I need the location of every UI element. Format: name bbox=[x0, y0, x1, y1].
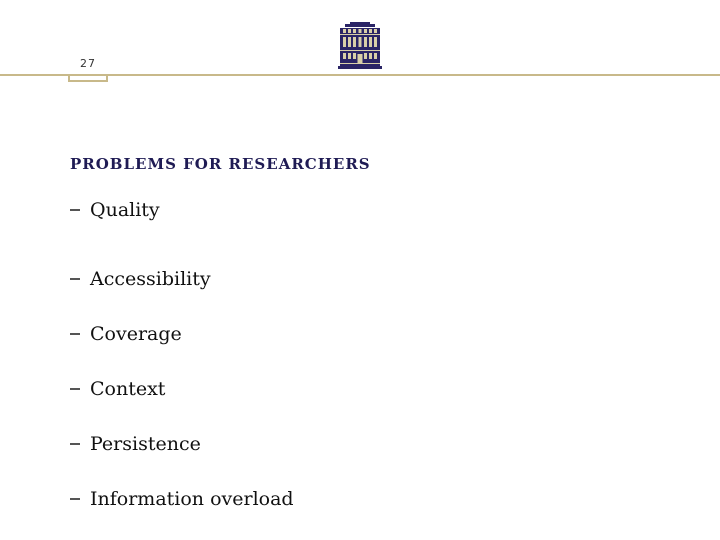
page-number: 27 bbox=[80, 57, 96, 70]
bullet-list bbox=[70, 196, 294, 526]
dash-bullet-icon bbox=[70, 498, 80, 500]
page-number-tab bbox=[68, 74, 108, 82]
dash-bullet-icon bbox=[70, 443, 80, 445]
building-logo-icon bbox=[336, 22, 384, 70]
slide-title: PROBLEMS FOR RESEARCHERS bbox=[70, 155, 371, 173]
list-item bbox=[70, 361, 294, 416]
list-item bbox=[70, 416, 294, 471]
bullet-text: Persistence bbox=[90, 432, 201, 455]
list-item bbox=[70, 196, 294, 223]
bullet-text: Accessibility bbox=[90, 267, 211, 290]
dash-bullet-icon bbox=[70, 209, 80, 211]
bullet-text: Information overload bbox=[90, 487, 294, 510]
bullet-text: Quality bbox=[90, 198, 160, 221]
list-item bbox=[70, 306, 294, 361]
bullet-text: Coverage bbox=[90, 322, 182, 345]
list-item bbox=[70, 471, 294, 526]
dash-bullet-icon bbox=[70, 278, 80, 280]
bullet-text: Context bbox=[90, 377, 166, 400]
header-rule bbox=[0, 74, 720, 76]
dash-bullet-icon bbox=[70, 333, 80, 335]
dash-bullet-icon bbox=[70, 388, 80, 390]
list-item bbox=[70, 251, 294, 306]
